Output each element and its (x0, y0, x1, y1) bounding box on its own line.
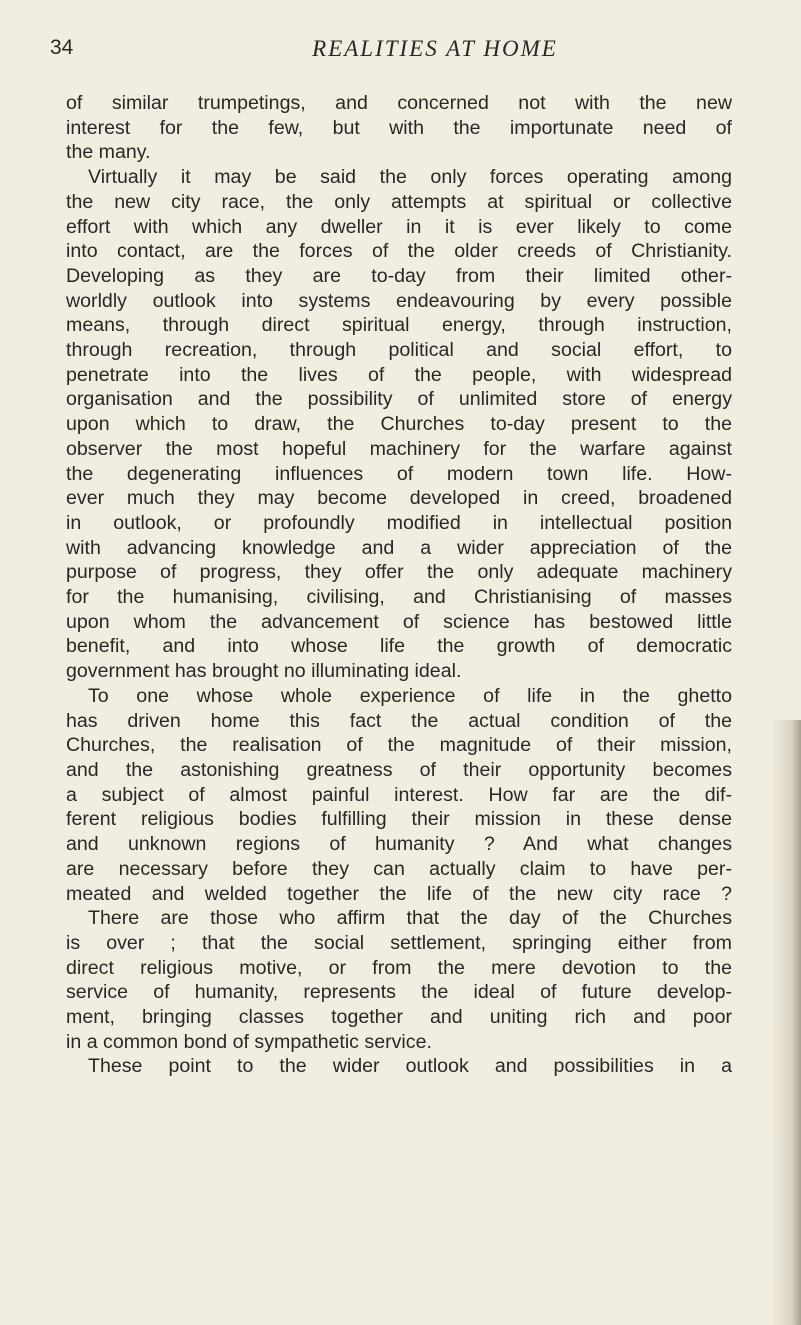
text-line: ever much they may become developed in creed, broadened (66, 487, 732, 510)
paragraph (66, 1054, 732, 1079)
text-line: the many. (66, 141, 151, 164)
text-line: is over ; that the social settlement, springing either from (66, 931, 732, 954)
paragraph (66, 684, 732, 906)
text-line: meated and welded together the life of the new city race ? (66, 882, 732, 905)
text-line: in outlook, or profoundly modified in intellectual position (66, 511, 732, 534)
page-edge-shadow (771, 720, 801, 1325)
text-line: the new city race, the only attempts at spiritual or collective (66, 190, 732, 213)
text-line: ment, bringing classes together and uniting rich and poor (66, 1006, 732, 1029)
text-line: interest for the few, but with the importunate need of (66, 116, 732, 139)
text-line: has driven home this fact the actual condition of the (66, 709, 732, 732)
text-line: There are those who affirm that the day of the Churches (88, 907, 732, 930)
text-line: in a common bond of sympathetic service. (66, 1030, 432, 1053)
text-line: direct religious motive, or from the mere devotion to the (66, 956, 732, 979)
paragraph (66, 91, 732, 165)
text-line: means, through direct spiritual energy, through instruction, (66, 314, 732, 337)
text-line: service of humanity, represents the ideal of future develop- (66, 981, 732, 1004)
paragraph (66, 165, 732, 684)
text-line: upon which to draw, the Churches to-day present to the (66, 413, 732, 436)
text-line: upon whom the advancement of science has bestowed little (66, 610, 732, 633)
text-line: through recreation, through political and social effort, to (66, 339, 732, 362)
text-line: Virtually it may be said the only forces operating among (88, 166, 732, 189)
text-line: a subject of almost painful interest. How far are the dif- (66, 783, 732, 806)
page-number: 34 (50, 36, 74, 59)
text-line: worldly outlook into systems endeavouring by every possible (66, 289, 732, 312)
running-head: REALITIES AT HOME (312, 36, 558, 61)
text-line: benefit, and into whose life the growth of democratic (66, 635, 732, 658)
text-line: Developing as they are to-day from their limited other- (66, 264, 732, 287)
text-line: These point to the wider outlook and possibilities in a (88, 1055, 732, 1078)
text-line: are necessary before they can actually claim to have per- (66, 857, 732, 880)
text-line: of similar trumpetings, and concerned not with the new (66, 92, 732, 114)
text-line: for the humanising, civilising, and Christianising of masses (66, 586, 732, 609)
text-line: with advancing knowledge and a wider appreciation of the (66, 536, 732, 559)
text-line: into contact, are the forces of the older creeds of Christianity. (66, 240, 732, 263)
paragraph (66, 906, 732, 1054)
text-line: To one whose whole experience of life in the ghetto (88, 684, 732, 707)
text-line: and the astonishing greatness of their opportunity becomes (66, 758, 732, 781)
text-line: Churches, the realisation of the magnitude of their mission, (66, 734, 732, 757)
text-line: government has brought no illuminating ideal. (66, 660, 462, 683)
text-line: penetrate into the lives of the people, with widespread (66, 363, 732, 386)
text-line: ferent religious bodies fulfilling their mission in these dense (66, 808, 732, 831)
text-line: the degenerating influences of modern town life. How- (66, 462, 732, 485)
text-line: observer the most hopeful machinery for the warfare against (66, 437, 732, 460)
text-line: and unknown regions of humanity ? And what changes (66, 833, 732, 856)
page-header (50, 26, 750, 66)
text-line: organisation and the possibility of unlimited store of energy (66, 388, 732, 411)
text-line: purpose of progress, they offer the only adequate machinery (66, 561, 732, 584)
body-text (66, 91, 732, 1079)
text-line: effort with which any dweller in it is ever likely to come (66, 215, 732, 238)
